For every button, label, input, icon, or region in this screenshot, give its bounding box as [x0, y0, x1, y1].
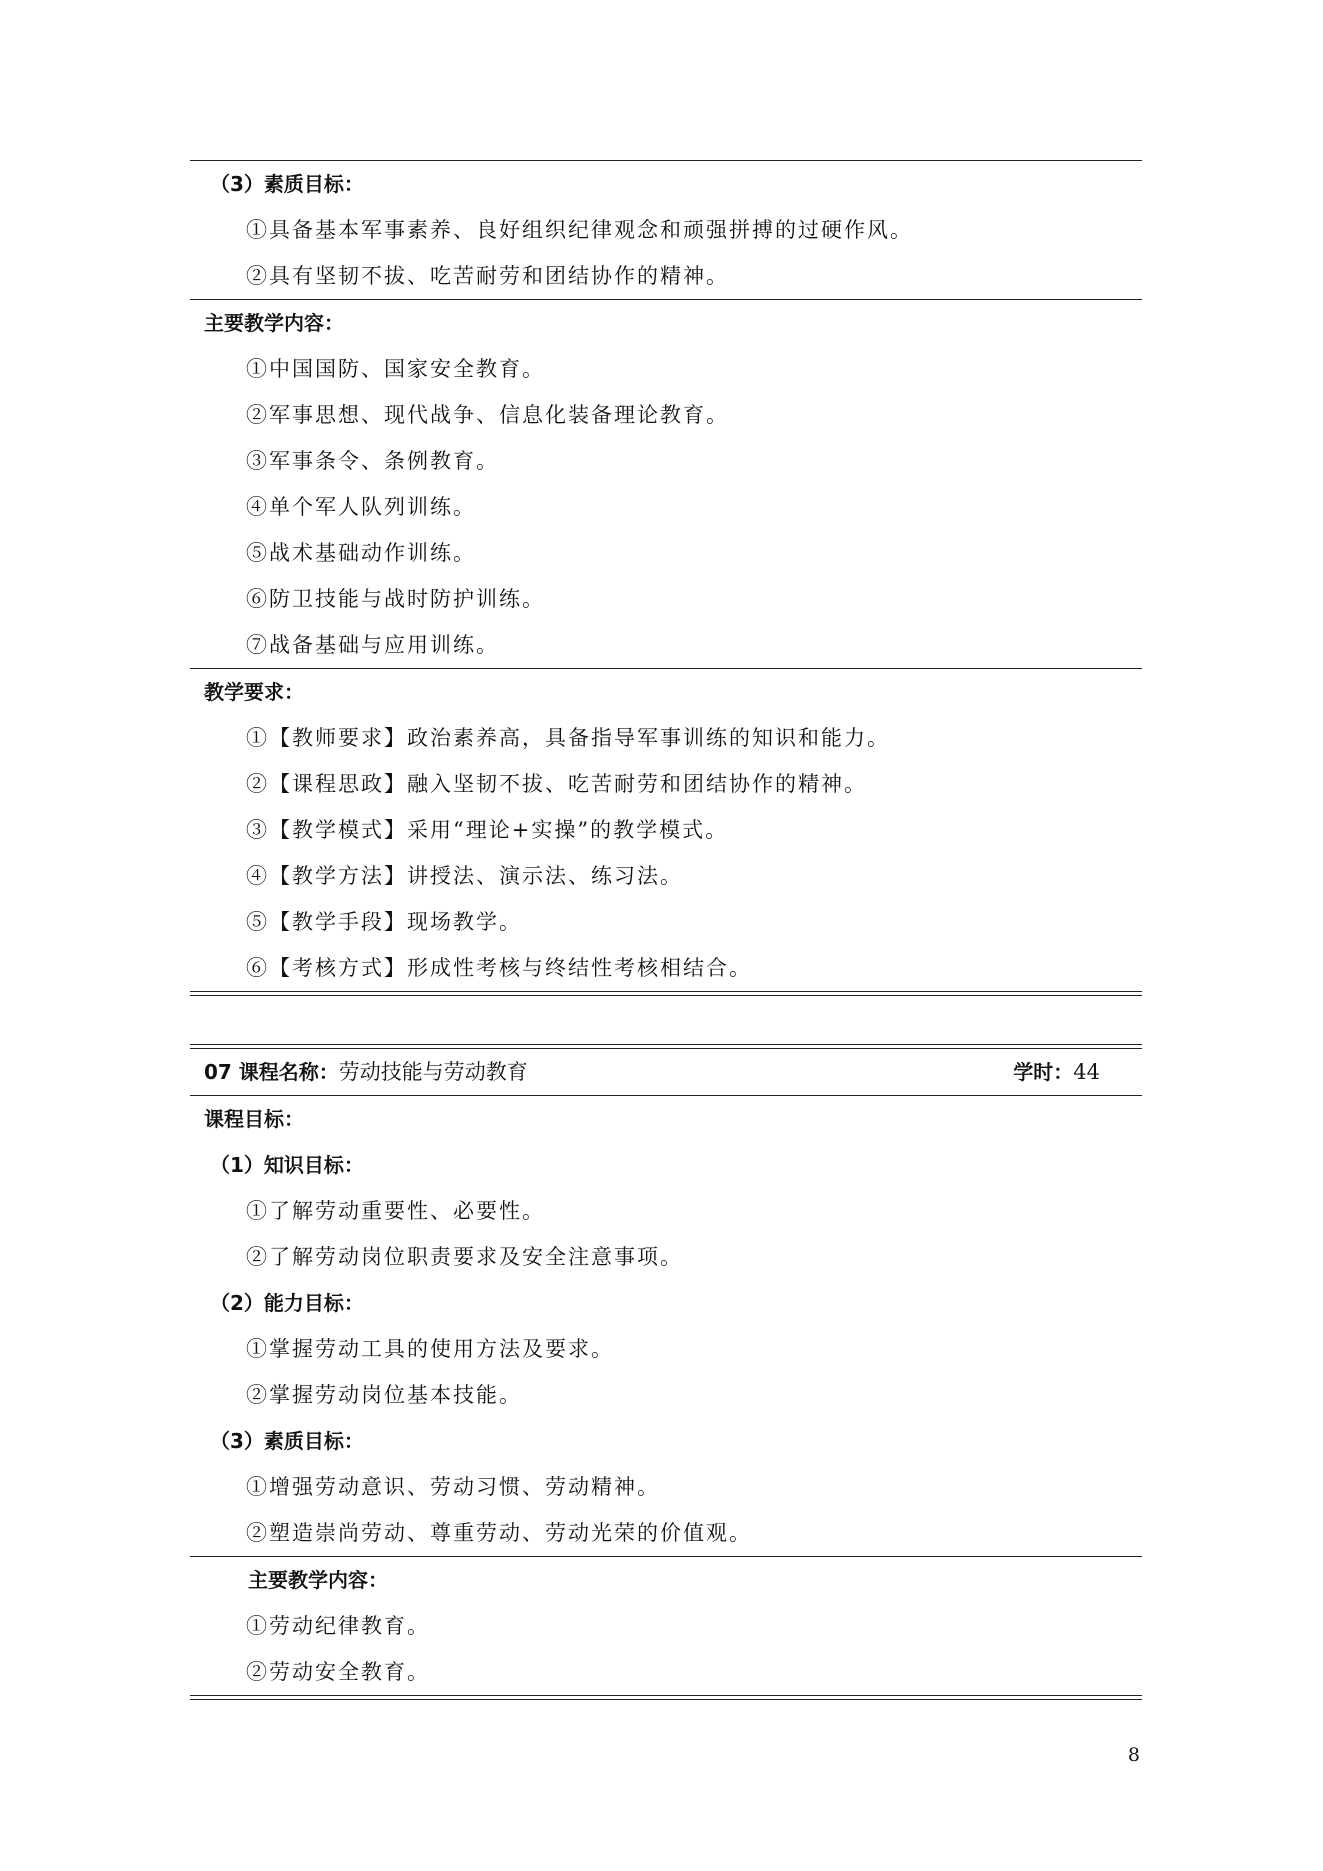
list-item: ①了解劳动重要性、必要性。	[246, 1199, 545, 1223]
list-item: ⑤【教学手段】现场教学。	[246, 910, 522, 934]
course-name-cell	[204, 1049, 528, 1095]
table-bottom-rule	[190, 1695, 1142, 1700]
hours-label: 学时：	[1013, 1060, 1074, 1084]
document-page	[190, 160, 1142, 1700]
content-heading: 主要教学内容：	[204, 311, 344, 335]
list-item: ⑥防卫技能与战时防护训练。	[246, 587, 545, 611]
list-item: ②劳动安全教育。	[246, 1660, 430, 1684]
list-item: ②具有坚韧不拔、吃苦耐劳和团结协作的精神。	[246, 264, 729, 288]
requirements-heading: 教学要求：	[204, 680, 304, 704]
course-title-row	[190, 1049, 1142, 1095]
list-item: ⑤战术基础动作训练。	[246, 541, 476, 565]
list-item: ②塑造崇尚劳动、尊重劳动、劳动光荣的价值观。	[246, 1521, 752, 1545]
ability-goals-heading: （2）能力目标：	[210, 1291, 364, 1315]
list-item: ⑦战备基础与应用训练。	[246, 633, 499, 657]
course-label: 07 课程名称：	[204, 1060, 339, 1084]
course-name: 劳动技能与劳动教育	[338, 1060, 528, 1084]
hours-value: 44	[1073, 1060, 1100, 1084]
page-number: 8	[1127, 1744, 1140, 1766]
course-hours-cell	[1013, 1049, 1100, 1095]
list-item: ⑥【考核方式】形成性考核与终结性考核相结合。	[246, 956, 752, 980]
course-goals-heading: 课程目标：	[204, 1107, 304, 1131]
list-item: ④单个军人队列训练。	[246, 495, 476, 519]
list-item: ④【教学方法】讲授法、演示法、练习法。	[246, 864, 683, 888]
list-item: ③【教学模式】采用“理论+实操”的教学模式。	[246, 818, 729, 842]
list-item: ①具备基本军事素养、良好组织纪律观念和顽强拼搏的过硬作风。	[246, 218, 913, 242]
quality-goals-heading: （3）素质目标：	[210, 1429, 364, 1453]
list-item: ①中国国防、国家安全教育。	[246, 357, 545, 381]
list-item: ①增强劳动意识、劳动习惯、劳动精神。	[246, 1475, 660, 1499]
list-item: ②【课程思政】融入坚韧不拔、吃苦耐劳和团结协作的精神。	[246, 772, 867, 796]
list-item: ②了解劳动岗位职责要求及安全注意事项。	[246, 1245, 683, 1269]
list-item: ①掌握劳动工具的使用方法及要求。	[246, 1337, 614, 1361]
list-item: ②掌握劳动岗位基本技能。	[246, 1383, 522, 1407]
list-item: ①劳动纪律教育。	[246, 1614, 430, 1638]
knowledge-goals-heading: （1）知识目标：	[210, 1153, 364, 1177]
list-item: ①【教师要求】政治素养高，具备指导军事训练的知识和能力。	[246, 726, 890, 750]
list-item: ②军事思想、现代战争、信息化装备理论教育。	[246, 403, 729, 427]
content-heading: 主要教学内容：	[248, 1568, 388, 1592]
quality-goals-heading: （3）素质目标：	[210, 172, 364, 196]
list-item: ③军事条令、条例教育。	[246, 449, 499, 473]
